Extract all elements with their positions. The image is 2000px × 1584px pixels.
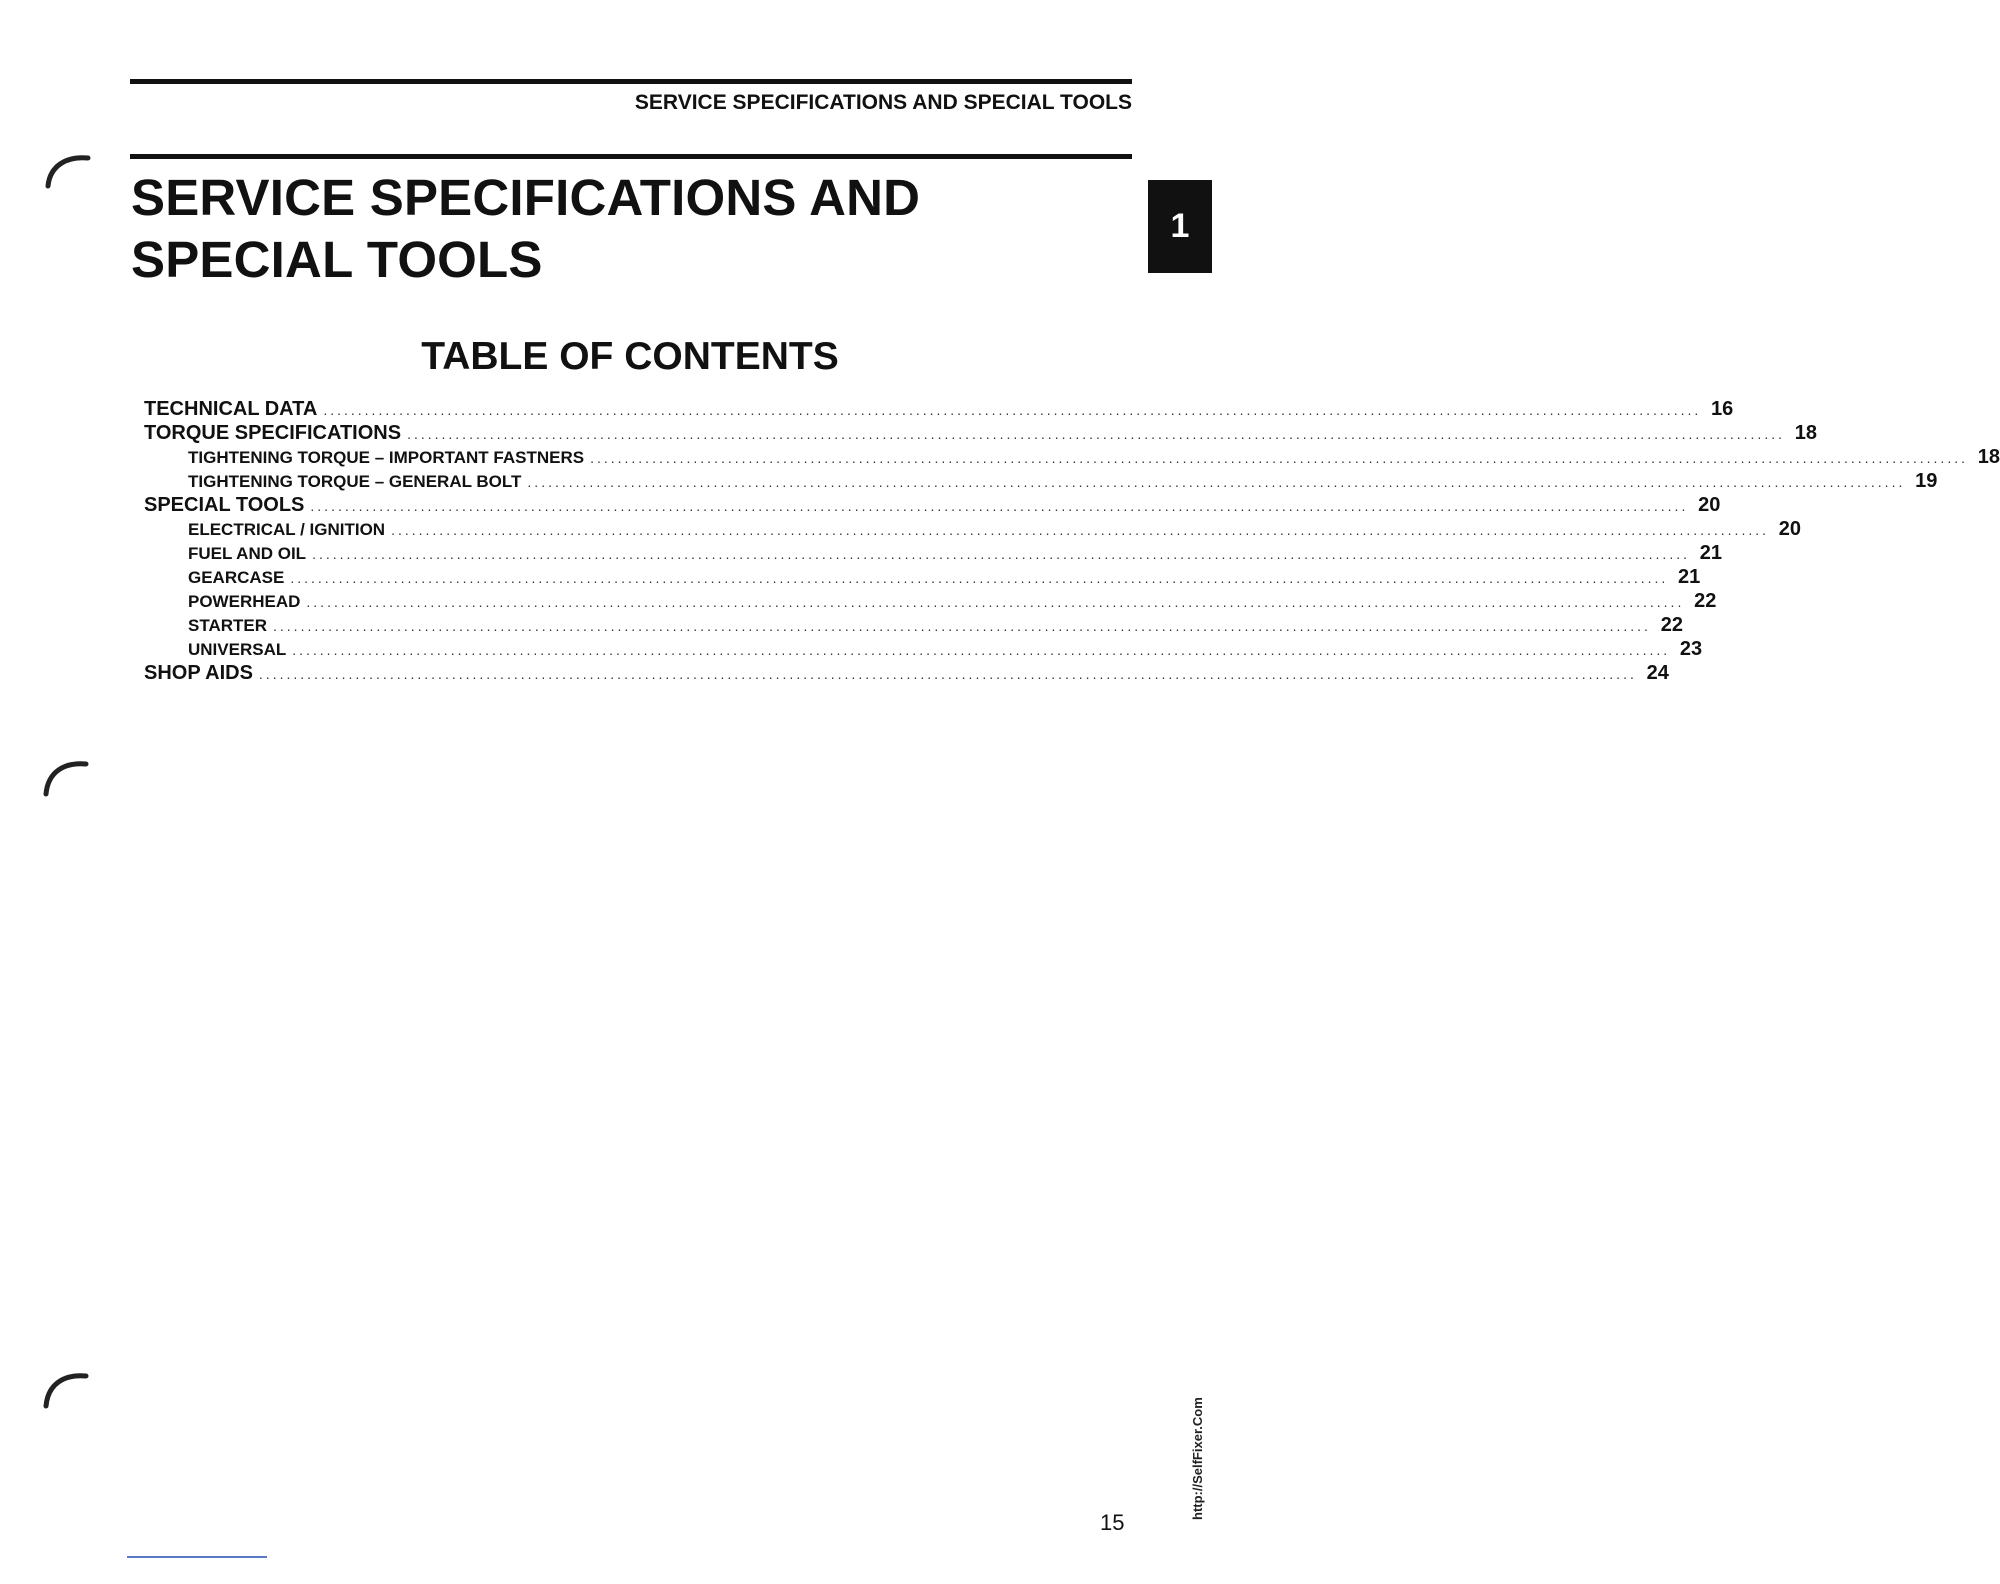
dot-leader: ........................................................................................................................................................................................................ [273,618,1651,634]
dot-leader: ........................................................................................................................................................................................................ [391,522,1770,538]
toc-entry-tightening-torque-general-bolt[interactable] [144,470,1938,494]
toc-entry-title: FUEL AND OIL [188,544,307,563]
toc-entry-title: SHOP AIDS [144,662,253,684]
table-of-contents [144,398,2000,686]
dot-leader: ........................................................................................................................................................................................................ [407,426,1785,442]
toc-entry-page: 16 [1711,398,1734,420]
scan-edge-mark [127,1556,267,1558]
toc-entry-title: UNIVERSAL [188,640,287,659]
toc-entry-page: 19 [1915,470,1938,492]
toc-entry-page: 21 [1699,542,1722,564]
dot-leader: ........................................................................................................................................................................................................ [310,498,1689,514]
chapter-tab: 1 [1148,180,1212,273]
binder-hole-mark-middle [36,756,96,796]
toc-entry-universal[interactable] [144,638,1703,662]
toc-entry-electrical-ignition[interactable] [144,518,1802,542]
chapter-title [131,167,920,291]
toc-entry-special-tools[interactable] [144,494,1721,518]
toc-entry-tightening-torque-important-fastners[interactable] [144,446,2000,470]
toc-entry-page: 20 [1778,518,1802,540]
toc-entry-page: 22 [1694,590,1717,612]
toc-entry-title: SPECIAL TOOLS [144,494,305,516]
dot-leader: ........................................................................................................................................................................................................ [306,594,1685,610]
toc-entry-page: 21 [1678,566,1701,588]
toc-entry-title: TORQUE SPECIFICATIONS [144,422,402,444]
toc-entry-page: 24 [1646,662,1669,684]
binder-hole-mark-top [36,150,96,190]
toc-entry-page: 20 [1698,494,1721,516]
toc-entry-starter[interactable] [144,614,1683,638]
dot-leader: ........................................................................................................................................................................................................ [527,474,1906,490]
header-bottom-rule [130,154,1132,159]
toc-entry-page: 23 [1679,638,1703,660]
toc-entry-page: 18 [1977,446,2000,468]
dot-leader: ........................................................................................................................................................................................................ [258,666,1637,682]
dot-leader: ........................................................................................................................................................................................................ [590,450,1968,466]
dot-leader: ........................................................................................................................................................................................................ [292,642,1671,658]
page-number: 15 [1100,1510,1125,1535]
chapter-title-line-1: SERVICE SPECIFICATIONS AND [131,169,921,226]
toc-entry-fuel-and-oil[interactable] [144,542,1722,566]
toc-entry-title: TECHNICAL DATA [144,398,318,420]
toc-entry-title: POWERHEAD [188,592,301,611]
dot-leader: ........................................................................................................................................................................................................ [312,546,1690,562]
toc-entry-page: 18 [1794,422,1817,444]
dot-leader: ........................................................................................................................................................................................................ [290,570,1669,586]
toc-entry-title: ELECTRICAL / IGNITION [188,520,386,539]
running-header: SERVICE SPECIFICATIONS AND SPECIAL TOOLS [634,91,1132,114]
header-top-rule [130,79,1132,84]
toc-entry-gearcase[interactable] [144,566,1701,590]
dot-leader: ........................................................................................................................................................................................................ [323,402,1702,418]
toc-entry-shop-aids[interactable] [144,662,1669,686]
toc-entry-title: GEARCASE [188,568,285,587]
toc-entry-torque-specifications[interactable] [144,422,1817,446]
watermark-url[interactable]: http://SelfFixer.Com [1190,1397,1205,1520]
toc-entry-powerhead[interactable] [144,590,1717,614]
toc-entry-page: 22 [1660,614,1683,636]
toc-entry-title: TIGHTENING TORQUE – IMPORTANT FASTNERS [188,448,585,467]
binder-hole-mark-bottom [36,1368,96,1408]
toc-entry-title: STARTER [188,616,268,635]
chapter-title-line-2: SPECIAL TOOLS [131,231,543,288]
toc-entry-technical-data[interactable] [144,398,1734,422]
toc-entry-title: TIGHTENING TORQUE – GENERAL BOLT [188,472,522,491]
toc-heading: TABLE OF CONTENTS [421,335,839,378]
